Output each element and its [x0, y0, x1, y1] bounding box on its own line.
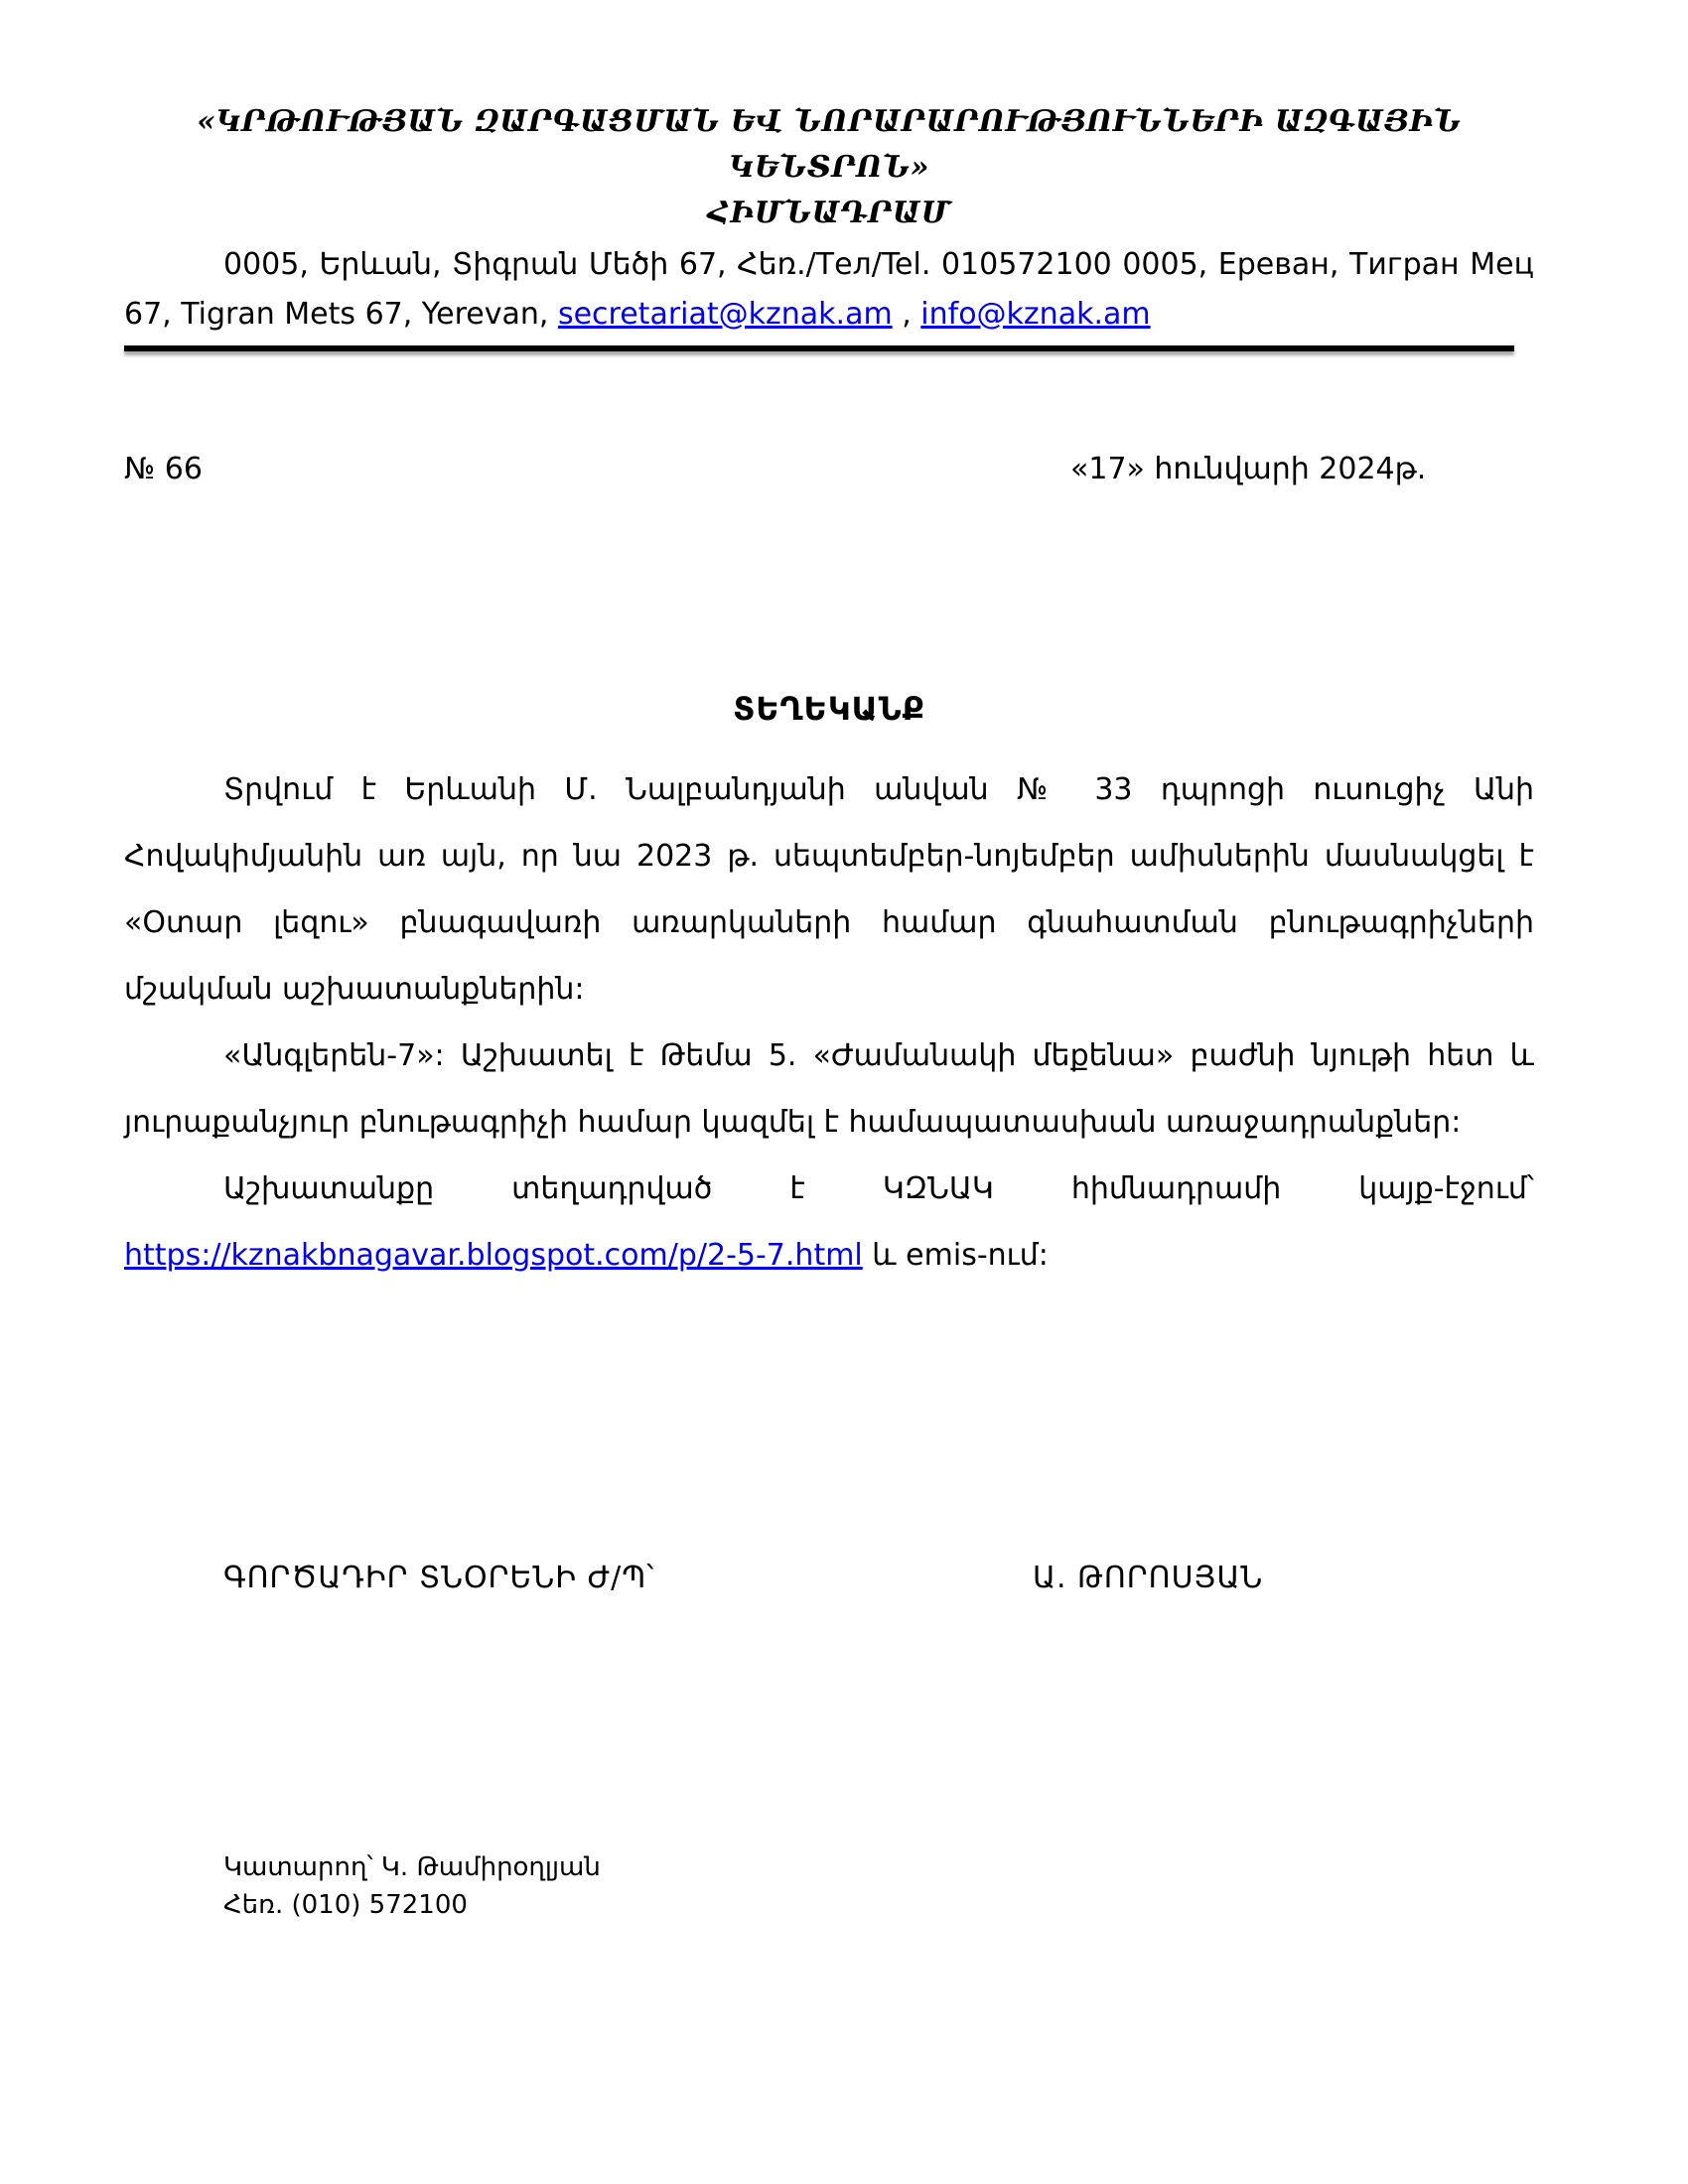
body-paragraph-3-text: Աշխատանքը տեղադրված է ԿԶՆԱԿ հիմնադրամի կայք-էջում՝ — [223, 1171, 1534, 1206]
document-body — [124, 756, 1534, 1289]
document-title: ՏԵՂԵԿԱՆՔ — [733, 690, 925, 728]
header-divider — [124, 345, 1514, 351]
document-number: № 66 — [124, 452, 203, 486]
signatory-name: Ա. ԹՈՐՈՍՅԱՆ — [1033, 1561, 1264, 1595]
body-paragraph-2: «Անգլերեն-7»: Աշխատել է Թեմա 5. «Ժամանակի մեքենա» բաժնի նյութի հետ և յուրաքանչյուր բնութագրիչի համար կազմել է համապատասխան առաջադրանքներ: — [124, 1038, 1534, 1140]
executor-phone: Հեռ. (010) 572100 — [223, 1890, 468, 1920]
organization-type: ՀԻՄՆԱԴՐԱՄ — [707, 196, 951, 230]
address-text: 0005, Երևան, Տիգրան Մեծի 67, Հեռ./Тел/Tel. 010572100 0005, Ереван, Тигран Мец 67, Tigran Mets 67, Yerevan, — [124, 247, 1534, 332]
email-link-info[interactable]: info@kznak.am — [920, 297, 1151, 332]
website-link[interactable]: https://kznakbnagavar.blogspot.com/p/2-5-7.html — [124, 1238, 863, 1273]
contact-block — [124, 240, 1534, 340]
organization-name: «ԿՐԹՈՒԹՅԱՆ ԶԱՐԳԱՑՄԱՆ ԵՎ ՆՈՐԱՐԱՐՈՒԹՅՈՒՆՆԵՐԻ ԱԶԳԱՅԻՆ ԿԵՆՏՐՈՆ» — [197, 104, 1462, 185]
signatory-role: ԳՈՐԾԱԴԻՐ ՏՆՕՐԵՆԻ Ժ/Պ՝ — [223, 1561, 655, 1595]
executor-name: Կատարող՝ Կ. Թամիրօղլյան — [223, 1852, 601, 1882]
document-date: «17» հունվարի 2024թ. — [1070, 452, 1427, 486]
organization-header — [124, 99, 1534, 236]
executor-block — [223, 1848, 601, 1924]
body-paragraph-3 — [124, 1156, 1534, 1289]
body-paragraph-1: Տրվում է Երևանի Մ. Նալբանդյանի անվան № 33 դպրոցի ուսուցիչ Անի Հովակիմյանին առ այն, որ նա 2023 թ. սեպտեմբեր-նոյեմբեր ամիսներին մասնակցել է «Օտար լեզու» բնագավառի առարկաների համար գնահատման բնութագրիչների մշակման աշխատանքներին: — [124, 772, 1534, 1007]
email-separator: , — [892, 297, 921, 332]
email-link-secretariat[interactable]: secretariat@kznak.am — [557, 297, 893, 332]
body-paragraph-3-tail: և emis-ում: — [862, 1238, 1049, 1273]
